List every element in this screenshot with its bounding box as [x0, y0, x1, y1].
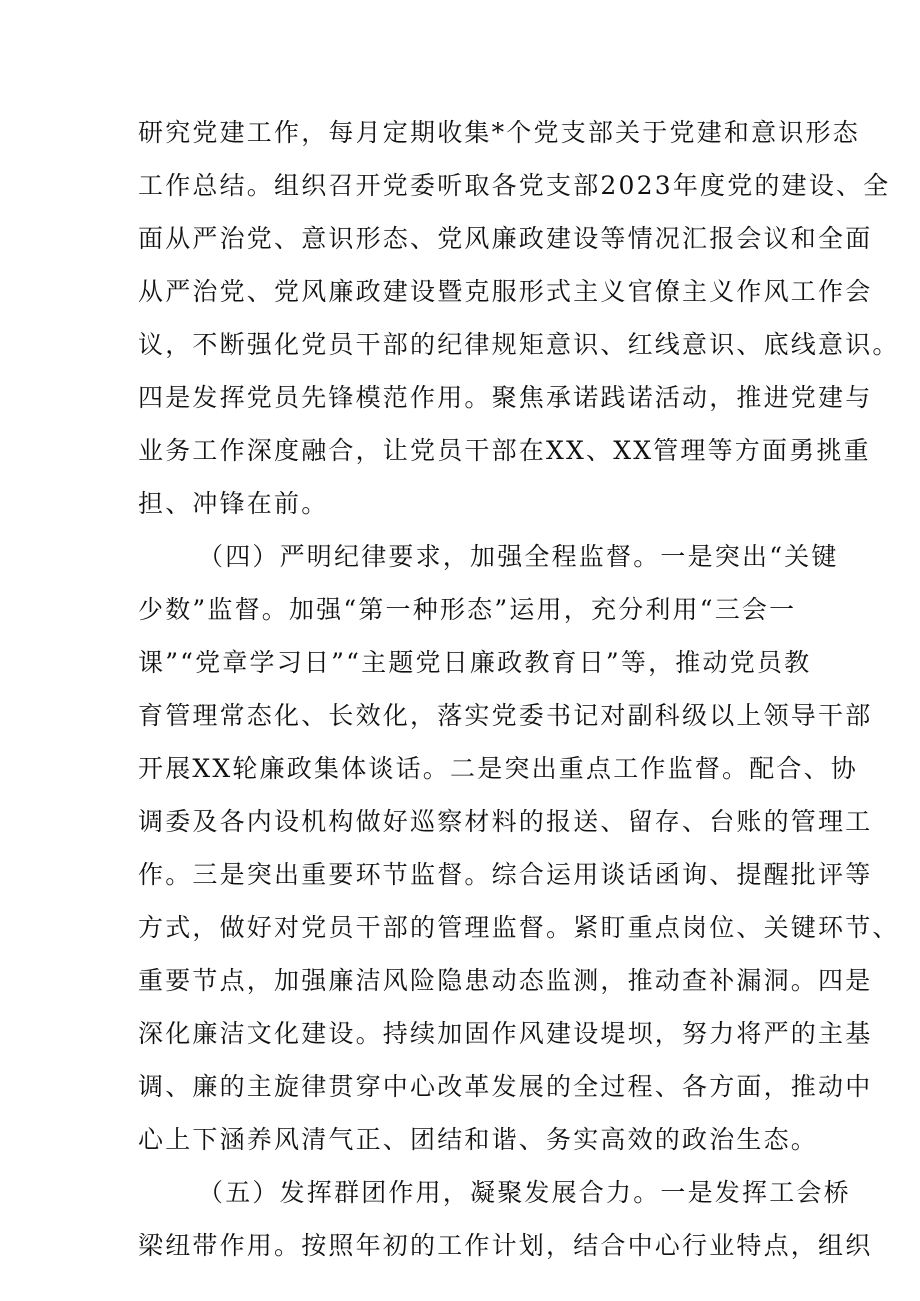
text-line: 议，不断强化党员干部的纪律规矩意识、红线意识、底线意识。 — [138, 330, 900, 359]
text-line: 育管理常态化、长效化，落实党委书记对副科级以上领导干部 — [138, 701, 873, 730]
text-line: 调委及各内设机构做好巡察材料的报送、留存、台账的管理工 — [138, 807, 873, 836]
text-line: 作。三是突出重要环节监督。综合运用谈话函询、提醒批评等 — [138, 860, 873, 889]
text-line: 工作总结。组织召开党委听取各党支部2023年度党的建设、全 — [138, 171, 891, 200]
text-line: 从严治党、党风廉政建设暨克服形式主义官僚主义作风工作会 — [138, 277, 873, 306]
text-line: 担、冲锋在前。 — [138, 489, 329, 518]
text-line: 梁纽带作用。按照年初的工作计划，结合中心行业特点，组织 — [138, 1231, 873, 1260]
body-text — [138, 106, 900, 1272]
text-line: 业务工作深度融合，让党员干部在XX、XX管理等方面勇挑重 — [138, 436, 871, 465]
text-line: 深化廉洁文化建设。持续加固作风建设堤坝，努力将严的主基 — [138, 1019, 873, 1048]
text-line: 开展XX轮廉政集体谈话。二是突出重点工作监督。配合、协 — [138, 754, 858, 783]
text-line: 调、廉的主旋律贯穿中心改革发展的全过程、各方面，推动中 — [138, 1072, 873, 1101]
section-heading-line: （四）严明纪律要求，加强全程监督。一是突出“关键 — [198, 542, 839, 571]
text-line: 重要节点，加强廉洁风险隐患动态监测，推动查补漏洞。四是 — [138, 966, 873, 995]
text-line: 心上下涵养风清气正、团结和谐、务实高效的政治生态。 — [138, 1125, 819, 1154]
section-heading-line: （五）发挥群团作用，凝聚发展合力。一是发挥工会桥 — [198, 1178, 851, 1207]
text-line: 面从严治党、意识形态、党风廉政建设等情况汇报会议和全面 — [138, 224, 873, 253]
text-line: 课”“党章学习日”“主题党日廉政教育日”等，推动党员教 — [138, 648, 812, 677]
text-line: 研究党建工作，每月定期收集*个党支部关于党建和意识形态 — [138, 118, 860, 147]
text-line: 少数”监督。加强“第一种形态”运用，充分利用“三会一 — [138, 595, 797, 624]
text-line: 四是发挥党员先锋模范作用。聚焦承诺践诺活动，推进党建与 — [138, 383, 873, 412]
text-line: 方式，做好对党员干部的管理监督。紧盯重点岗位、关键环节、 — [138, 913, 900, 942]
